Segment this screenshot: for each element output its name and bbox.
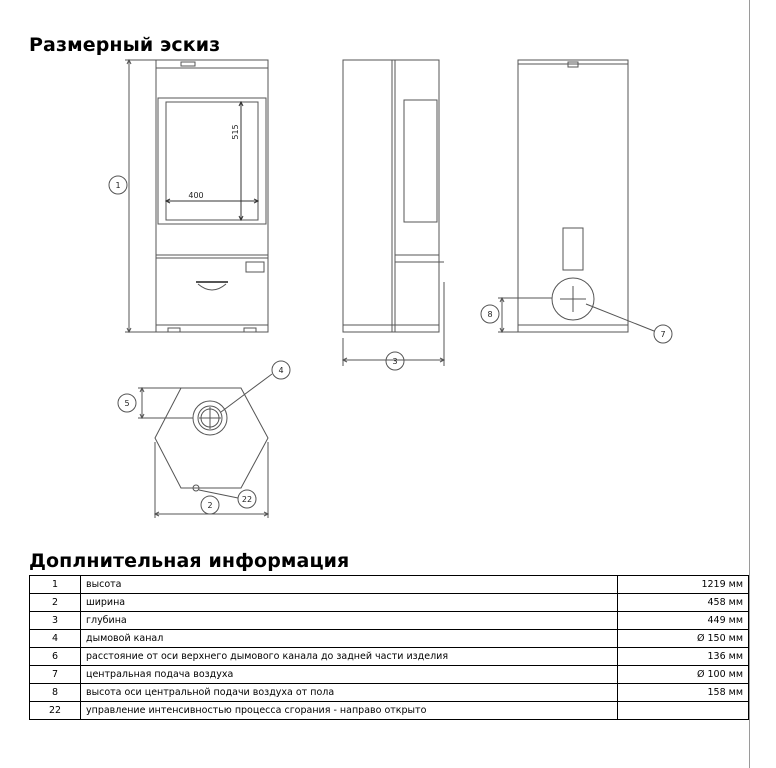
table-row — [30, 648, 749, 666]
table-row — [30, 702, 749, 720]
row-number: 7 — [30, 666, 81, 684]
row-number: 2 — [30, 594, 81, 612]
row-number: 8 — [30, 684, 81, 702]
row-number: 1 — [30, 576, 81, 594]
side-view — [343, 60, 444, 345]
row-value: 136 мм — [618, 648, 749, 666]
callout-flue: 4 — [278, 366, 284, 375]
table-row — [30, 684, 749, 702]
row-description: дымовой канал — [81, 630, 618, 648]
back-view — [518, 60, 628, 332]
row-value: Ø 100 мм — [618, 666, 749, 684]
row-description: высота оси центральной подачи воздуха от пола — [81, 684, 618, 702]
row-number: 22 — [30, 702, 81, 720]
callout-control: 22 — [241, 495, 253, 504]
sketch-title: Размерный эскиз — [29, 34, 221, 56]
row-description: расстояние от оси верхнего дымового канала до задней части изделия — [81, 648, 618, 666]
callout-width: 2 — [207, 501, 213, 510]
row-description: высота — [81, 576, 618, 594]
callout-air-height: 8 — [487, 310, 493, 319]
table-row — [30, 612, 749, 630]
row-number: 4 — [30, 630, 81, 648]
row-description: центральная подача воздуха — [81, 666, 618, 684]
info-title: Доплнительная информация — [29, 550, 350, 572]
row-value: 1219 мм — [618, 576, 749, 594]
table-row — [30, 594, 749, 612]
row-number: 3 — [30, 612, 81, 630]
top-view — [155, 388, 268, 491]
callout-air-supply: 7 — [660, 330, 666, 339]
row-value: 458 мм — [618, 594, 749, 612]
callout-rear-offset: 5 — [124, 399, 130, 408]
callout-depth: 3 — [392, 357, 398, 366]
callout-height: 1 — [115, 181, 121, 190]
front-view — [156, 60, 268, 332]
row-value: Ø 150 мм — [618, 630, 749, 648]
row-description: глубина — [81, 612, 618, 630]
table-row — [30, 666, 749, 684]
table-row — [30, 630, 749, 648]
table-row — [30, 576, 749, 594]
door-width-dimension: 400 — [188, 191, 204, 200]
row-description: ширина — [81, 594, 618, 612]
row-value — [618, 702, 749, 720]
row-description: управление интенсивностью процесса сгорания - направо открыто — [81, 702, 618, 720]
row-number: 6 — [30, 648, 81, 666]
info-table — [29, 575, 749, 720]
door-height-dimension: 515 — [231, 124, 240, 140]
row-value: 449 мм — [618, 612, 749, 630]
row-value: 158 мм — [618, 684, 749, 702]
